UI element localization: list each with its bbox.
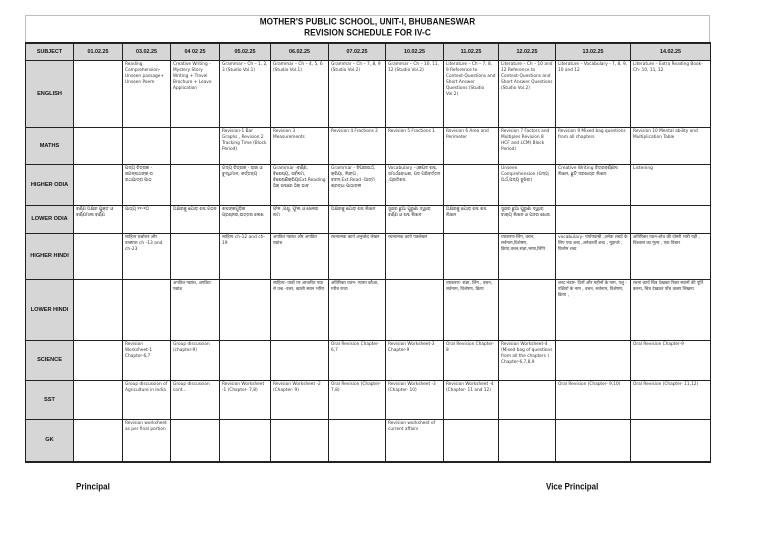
schedule-cell: Revision Worksheet-3 Chapter-9 [386,341,444,381]
header-date: 06.02.25 [271,43,329,61]
schedule-cell: Oral Revision (Chapter- 11,12) [631,381,711,420]
schedule-cell: Grammar – Ch – 4, 5, 6 (Studio Vol.1) [271,61,329,128]
schedule-cell [74,234,123,280]
subject-label: MATHS [26,128,74,165]
table-row-lower-hindi [26,280,711,341]
schedule-cell: Oral Revision Chapter-6,7 [329,341,386,381]
header-date: 10.02.25 [386,43,444,61]
schedule-sheet [25,15,710,463]
schedule-cell: Literature – Ch – 7, 8, 9 Reference to Context-Questions and Short Answer Questions (Studio Vol.2) [444,61,499,128]
schedule-cell: Revision Worksheet-1 Chapter-6,7 [123,341,171,381]
schedule-cell: Listening [631,165,711,206]
schedule-cell: Grammar -ବର୍ଣ୍ଣ, ବିଶେଷ୍ୟ, ସର୍ବନାମ, ବିଶେଷଣିକ୍ରିୟାExt.Reading ଠିକ୍ ଶବ୍ଦରେ ଠିକ୍ ଭାବ [271,165,329,206]
header-date: 13.02.25 [556,43,631,61]
subject-label: LOWER HINDI [26,280,74,341]
schedule-cell: Oral Revision (Chapter- 7,8) [329,381,386,420]
schedule-cell [171,165,220,206]
schedule-cell: ଗଦ୍ୟ ଚିତ୍ରକ - ରାଜା ଓ ବୁଦ୍ଧିମାନ, କର୍ତ୍ତବ୍ୟ [220,165,271,206]
schedule-cell: Revision 5 Fractions 1 [386,128,444,165]
schedule-cell: रचनात्मक कार्य पत्रलेखन [386,234,444,280]
schedule-cell: Revision 4 Fractions 2 [329,128,386,165]
schedule-cell: Oral Revision (Chapter- 9,10) [556,381,631,420]
schedule-cell: ଅକ୍ଷରକୁ ଯୋଡ଼ ଶବ୍ଦ ଗଠନ [171,206,220,234]
schedule-cell: ସୁନ୍ଦର ଛୁଆ ପୁରୁଣା ଦ୍ୱାରା ବାକ୍ୟ ଲିଖନ ଓ ପଦର ଖୋଜ [499,206,556,234]
school-name: MOTHER'S PUBLIC SCHOOL, UNIT-I, BHUBANESWAR [259,16,476,27]
schedule-cell [444,420,499,463]
subject-label: LOWER ODIA [26,206,74,234]
schedule-cell [74,341,123,381]
subject-label: ENGLISH [26,61,74,128]
vice-principal-signature-label: Vice Principal [546,481,599,492]
schedule-cell: vocabulary- पर्यायवाची ,अनेक शब्दों के लिए एक शब्द ,अनेकार्थी शब्द , मुहावरे , विलोम शब्द [556,234,631,280]
schedule-cell [444,234,499,280]
schedule-cell: Oral Revision Chapter-8 [444,341,499,381]
schedule-cell: Group discussion (chapter-9) [171,341,220,381]
schedule-cell: Revision Worksheet -1 (Chapter- 7,8) [220,381,271,420]
schedule-cell: Grammar - ବିପରୀତାର୍ଥ, କ୍ରିୟା, ଲିଙ୍ଗ , ବଚନ,Ext.Read -ଆତ୍ମ ଶ୍ରଦ୍ଧା ପାଠାବଳୀ [329,165,386,206]
schedule-title: REVISION SCHEDULE FOR IV-C [304,27,431,38]
subject-label: HIGHER ODIA [26,165,74,206]
schedule-cell [123,128,171,165]
subject-label: SST [26,381,74,420]
schedule-cell: Revision Worksheet -2 (Chapter- 9) [271,381,329,420]
schedule-cell [171,128,220,165]
schedule-cell: ଅକ୍ଷରକୁ ଯୋଡ଼ ଶବ୍ଦ ଶବ୍ଦ ଲିଖନ [444,206,499,234]
schedule-cell [386,280,444,341]
header-date: 12.02.25 [499,43,556,61]
schedule-cell [74,128,123,165]
schedule-cell: Group discussion of Agriculture in India [123,381,171,420]
schedule-cell: Revision 6 Area and Perimeter [444,128,499,165]
table-row-maths [26,128,711,165]
schedule-cell: Creative Writing ଚିତ୍ରବର୍ଣ୍ଣନା ଲିଖନ, ଛୁଟି ଦରଖାସ୍ତ ଲିଖନ [556,165,631,206]
schedule-cell: व्याकरण- संज्ञा, लिंग , वचन, सर्वनाम, विशेषण, क्रिया [444,280,499,341]
schedule-cell: Literature – Ch – 10 and 12 Reference to Context-Questions and Short Answer Questions (Studio Vol.2) [499,61,556,128]
header-date: 04 02 25 [171,43,220,61]
schedule-cell: Revision Worksheet -3 (Chapter- 10) [386,381,444,420]
schedule-cell: Revision worksheet as per final portion [123,420,171,463]
header-date: 01.02.25 [74,43,123,61]
schedule-cell: अतिरिक्त पठन-शोध की दोस्ती भारी पड़ी , विश्वास का मूल्य , एक विचार [631,234,711,280]
schedule-cell: Revision 7 Factors and Multiples Revision 8 HCF and LCM( Block Period) [499,128,556,165]
schedule-cell: ଫଳ ,ପଶୁ, ଫୁଲ ଓ ଖେଳର ନାମ [271,206,329,234]
schedule-cell: Grammar – Ch – 10, 11, 12 (Studio Vol.2) [386,61,444,128]
schedule-cell: Creative Writing - Mystery Story Writing + Travel Brochure + Leave Application [171,61,220,128]
schedule-cell [74,61,123,128]
schedule-cell: अतिरिक्त पठन- प्यासा कौआ, गरीब राजा [329,280,386,341]
subject-label: SCIENCE [26,341,74,381]
table-row-lower-odia [26,206,711,234]
schedule-cell [74,280,123,341]
schedule-cell [220,420,271,463]
table-row-sst [26,381,711,420]
schedule-cell: Unseen Comprehension (ଗଦ୍ୟ ଅର୍ଥ,ପଦ୍ୟ ବୁଝିବା) [499,165,556,206]
table-row-english [26,61,711,128]
schedule-cell [220,341,271,381]
header-date: 07.02.25 [329,43,386,61]
schedule-cell [74,381,123,420]
header-date: 14.02.25 [631,43,711,61]
schedule-cell: ଶବ୍ଦଙ୍କଗୁଡ଼ିକ ପ୍ରଶ୍ନର,ଉତ୍ତର ଲେଖ [220,206,271,234]
schedule-cell: अपठित गद्यांश और अपठित पद्यांश [271,234,329,280]
table-row-higher-odia [26,165,711,206]
schedule-cell [631,206,711,234]
header-date: 05.02.25 [220,43,271,61]
schedule-cell: Vocabulary -ଏକପଦ ଶବ୍ଦ, ସମାର୍ଥବୋଧକ, ପଦ ପରିବର୍ତ୍ତନ ,ପ୍ରତିଶବ୍ଦ [386,165,444,206]
schedule-cell: ବର୍ଣ୍ଣ ଅକ୍ଷର ଯୁକ୍ତ ଓ ବର୍ଣ୍ଣମାଳା ବର୍ଣ୍ଣ [74,206,123,234]
schedule-cell [444,165,499,206]
schedule-cell [271,420,329,463]
schedule-cell: ପଦ୍ୟ ଚିତ୍ରକ - ଜଗନ୍ନାଥଙ୍କ ର ରଥଯାତ୍ରା ପାଠ [123,165,171,206]
schedule-cell: अपठित गद्यांश, अपठित पद्यांश [171,280,220,341]
schedule-cell: Revision worksheet of current affairs [386,420,444,463]
header-subject: SUBJECT [26,43,74,61]
revision-schedule-table [25,42,711,463]
schedule-cell: Grammar – Ch – 1, 2, 3 (Studio Vol.1) [220,61,271,128]
schedule-cell: ଅକ୍ଷରକୁ ଯୋଡ଼ ଶବ୍ଦ ଲିଖନ [329,206,386,234]
schedule-cell [631,420,711,463]
schedule-cell [499,420,556,463]
schedule-cell: साहित्य ch-12 and ch-19 [220,234,271,280]
schedule-cell: Revision Worksheet-4 (Mixed bag of questions from all the chapters ) Chapter-6,7,8,9 [499,341,556,381]
header-row [26,43,711,61]
principal-signature-label: Principal [76,481,110,492]
schedule-cell: Literature – Extra Reading Book-Ch- 10, 11, 12 [631,61,711,128]
schedule-cell: Group discussion cont... [171,381,220,420]
schedule-cell: रचना कार्य चित्र देखकर रिक्त स्थानों की पूर्ति करना, चित्र देखकर पाँच वाक्य लिखना [631,280,711,341]
schedule-cell: साहित्य प्रश्नोत्तर और वाक्यांश ch -13 and ch-23 [123,234,171,280]
schedule-cell: Revision-1 Bar Graphs , Revision 2 Tracking Time (Block Period) [220,128,271,165]
schedule-cell: Literature – Vocabulary - 7, 8, 9, 10 and 12 [556,61,631,128]
schedule-cell [271,341,329,381]
subject-label: HIGHER HINDI [26,234,74,280]
schedule-cell: शब्द भंडार- दिनों और महीनों के नाम, पशु - पक्षियों के नाम , वचन, सर्वनाम, विशेषण, क्रिया , [556,280,631,341]
schedule-cell: Revision 3 Measurements [271,128,329,165]
schedule-cell [556,420,631,463]
schedule-cell: साहित्य- पाठों पर आधारित पाठ से प्रश्न -उत्तर, खाली स्थान भरिए [271,280,329,341]
schedule-cell: Reading Comprehension-Unseen passage+ Unseen Poem [123,61,171,128]
schedule-cell [123,280,171,341]
table-row-science [26,341,711,381]
schedule-cell: Oral Revision Chapter-9 [631,341,711,381]
schedule-cell [171,420,220,463]
schedule-cell [556,206,631,234]
schedule-cell [556,341,631,381]
schedule-cell [499,280,556,341]
schedule-cell: Revision 10 Mental ability and Multiplication Table [631,128,711,165]
schedule-cell [329,420,386,463]
schedule-cell [74,420,123,463]
schedule-cell [220,280,271,341]
schedule-cell: ସୁନ୍ଦର ଛୁଆ ପୁରୁଣା ଦ୍ୱାରା ବର୍ଣ୍ଣ ଓ ଶବ୍ଦ ଲିଖନ [386,206,444,234]
table-row-higher-hindi [26,234,711,280]
table-row-gk [26,420,711,463]
schedule-cell [74,165,123,206]
subject-label: GK [26,420,74,463]
schedule-cell: Revision Worksheet -4 (Chapter- 11 and 12) [444,381,499,420]
schedule-cell: व्याकरण-लिंग, वचन, सर्वनाम,विशेषण, क्रिया,वचन,संज्ञा,भाषा,लिपि [499,234,556,280]
schedule-cell: Grammar – Ch – 7, 8, 9 (Studio Vol.2) [329,61,386,128]
schedule-cell: ପାଠ୍ୟ ୧୧-୧୦ [123,206,171,234]
header-date: 11.02.25 [444,43,499,61]
schedule-cell: Revision 9 Mixed bag questions from all chapters [556,128,631,165]
schedule-cell: रचनात्मक कार्य अनुच्छेद लेखन [329,234,386,280]
header-date: 03.02.25 [123,43,171,61]
schedule-cell [499,381,556,420]
title-block [25,15,710,42]
schedule-cell [171,234,220,280]
